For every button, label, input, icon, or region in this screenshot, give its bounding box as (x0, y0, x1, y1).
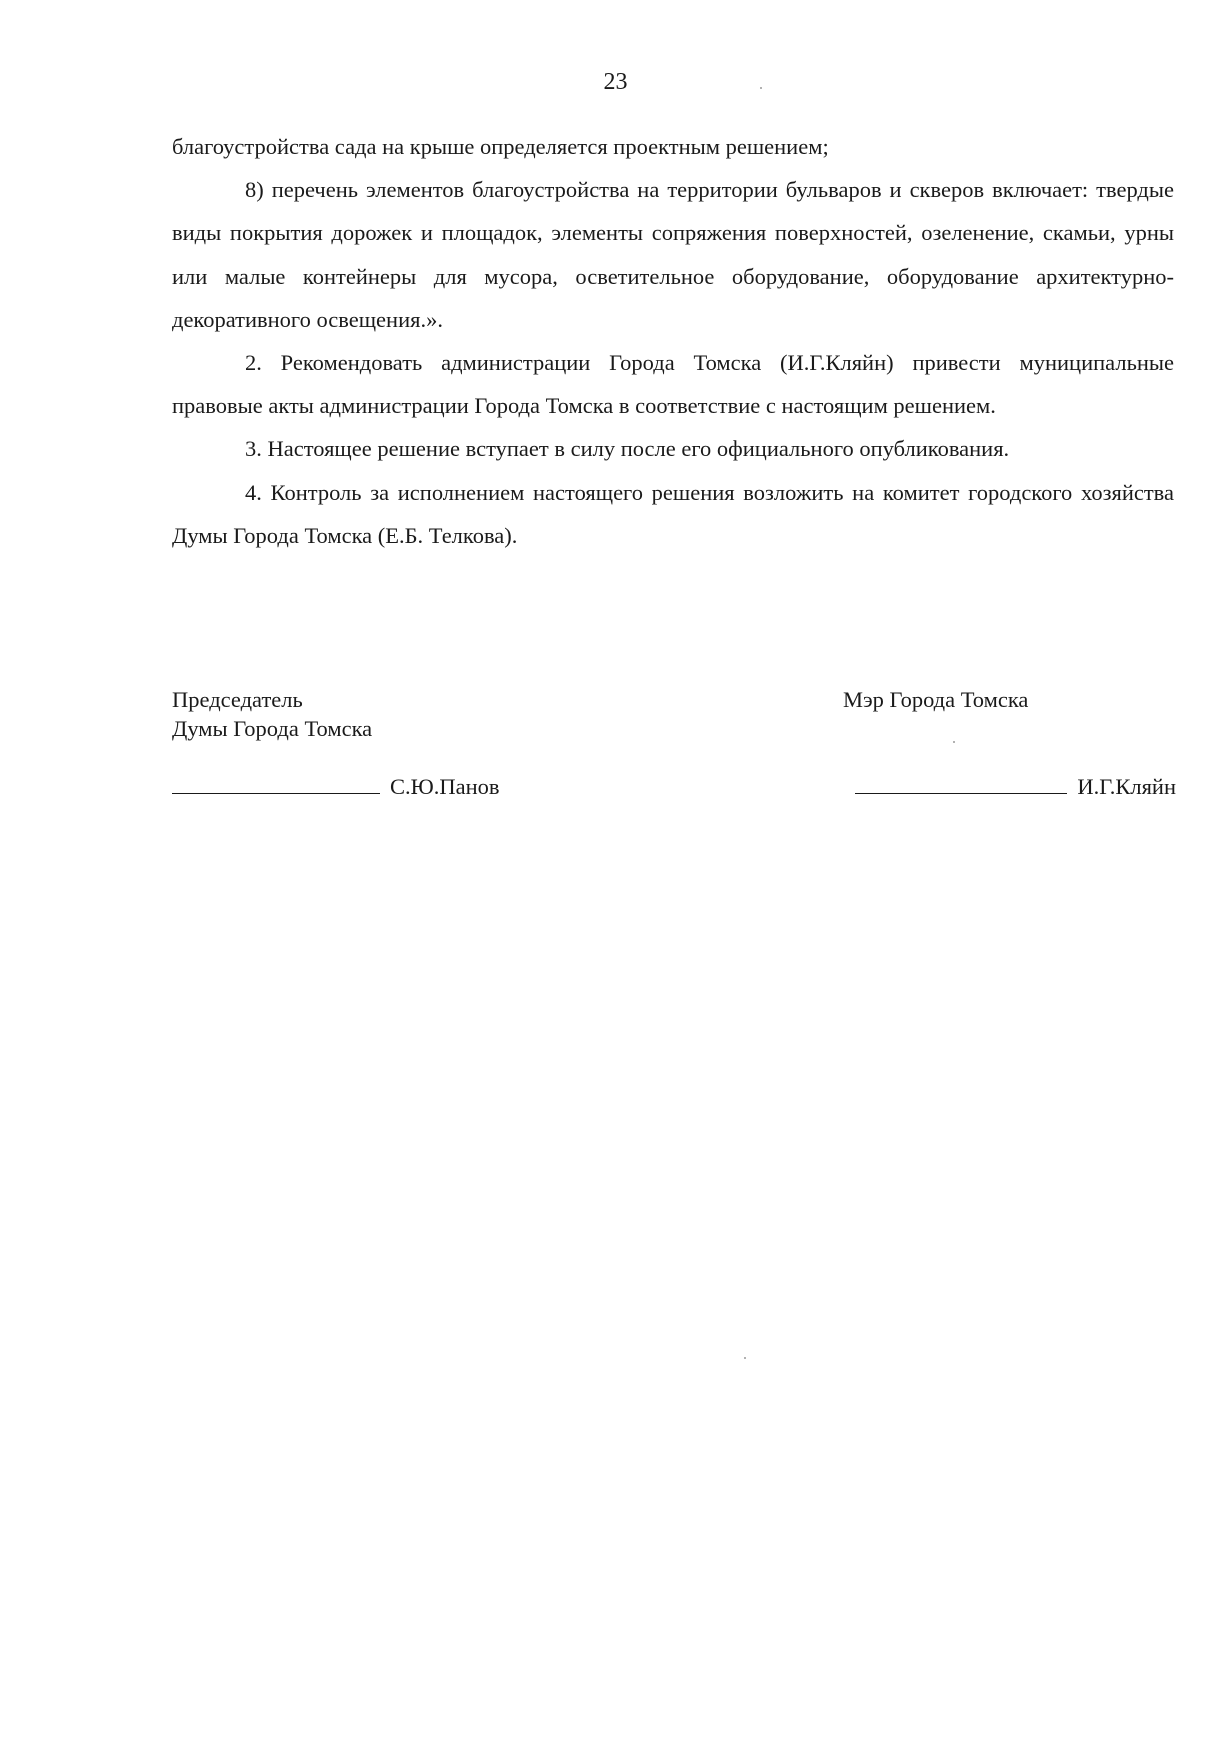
paragraph-item-4: 4. Контроль за исполнением настоящего решения возложить на комитет городского хозяйства Думы Города Томска (Е.Б. Телкова). (172, 479, 1174, 548)
paragraph-item-8: 8) перечень элементов благоустройства на территории бульваров и скверов включает: твердые виды покрытия дорожек и площадок, элементы сопряжения поверхностей, озеленение, скамьи, урны или малые контейнеры для мусора, осветительное оборудование, оборудование архитектурно-декоративного освещения.». (172, 177, 1174, 332)
signature-underline (172, 775, 380, 794)
document-body (172, 125, 1174, 557)
signature-line-row (172, 772, 500, 801)
signature-title-line: Председатель (172, 687, 303, 712)
signature-title-line: Думы Города Томска (172, 716, 373, 741)
scan-speck (953, 741, 955, 743)
signature-mayor (843, 685, 1176, 799)
signature-line-row (855, 772, 1176, 801)
signature-name: С.Ю.Панов (390, 774, 500, 799)
signature-chairman (172, 685, 592, 799)
signature-underline (855, 775, 1067, 794)
paragraph-item-3: 3. Настоящее решение вступает в силу после его официального опубликования. (245, 436, 1010, 462)
paragraph-continuation: благоустройства сада на крыше определяется проектным решением; (172, 134, 829, 159)
signature-name: И.Г.Кляйн (1077, 774, 1176, 799)
signature-title-line: Мэр Города Томска (843, 687, 1029, 712)
paragraph-item-2: 2. Рекомендовать администрации Города Томска (И.Г.Кляйн) привести муниципальные правовые акты администрации Города Томска в соответствие с настоящим решением. (172, 350, 1174, 419)
scan-speck (744, 1357, 746, 1359)
page-number: 23 (603, 69, 628, 95)
scan-speck (760, 87, 762, 89)
